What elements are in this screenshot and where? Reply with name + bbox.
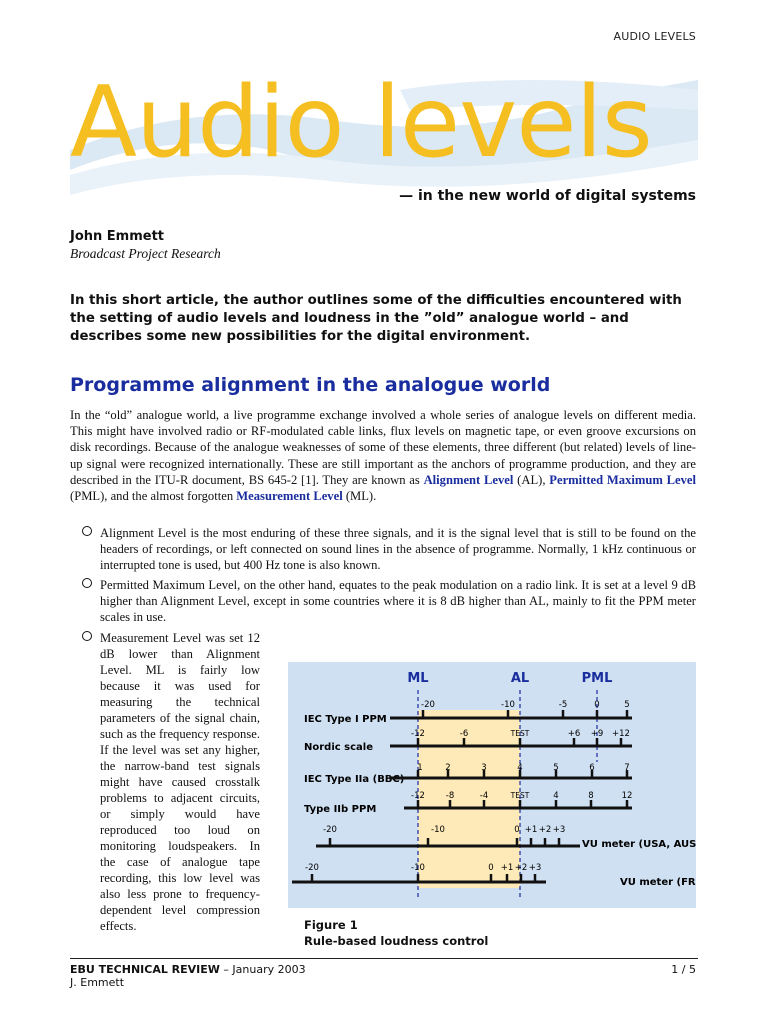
- tick-label: TEST: [510, 729, 530, 738]
- article-title: Audio levels: [70, 66, 652, 180]
- tick-label: +3: [528, 863, 542, 873]
- paragraph-text: (PML), and the almost forgotten: [70, 489, 237, 504]
- figure-caption: Rule-based loudness control: [304, 934, 489, 948]
- tick-label: -6: [459, 729, 469, 739]
- paragraph-text: In the “old” analogue world, a live programme exchange involved a whole series of analogue levels on different media. This might have involved radio or RF-modulated cable links, flux levels on magnetic tape, or even groove excursions on disk recordings. Because of the analogue weaknesses of some of these elements, three different (but related) levels of line-up signal were recognized internationally. These are still important as the anchors of programme production, and they are described in the ITU-R document, BS 645-2 [1]. They are known as: [70, 408, 696, 487]
- scale-label: IEC Type IIa (BBC): [304, 774, 405, 785]
- page-number: 1 / 5: [671, 963, 696, 976]
- tick-label: 2: [445, 763, 451, 773]
- meter-scales-diagram: [288, 662, 696, 908]
- publication-name: EBU TECHNICAL REVIEW: [70, 963, 220, 976]
- link-alignment-level[interactable]: Alignment Level: [423, 472, 514, 487]
- scale-label: VU meter (USA, AUS): [582, 839, 696, 850]
- bullet-item: [82, 577, 696, 625]
- footer-publication: [70, 963, 306, 976]
- bullet-item: [82, 525, 696, 573]
- marker-pml: PML: [581, 671, 613, 686]
- paragraph-text: (AL),: [513, 472, 550, 487]
- tick-label: 1: [417, 763, 423, 773]
- scale-label: VU meter (FR): [620, 877, 696, 888]
- ml-al-band: [418, 710, 523, 888]
- tick-label: 6: [589, 763, 595, 773]
- body-paragraph: [70, 407, 696, 504]
- tick-label: 5: [624, 700, 630, 710]
- tick-label: +6: [567, 729, 581, 739]
- author-name: John Emmett: [70, 229, 165, 244]
- running-header: AUDIO LEVELS: [613, 30, 696, 43]
- tick-label: 4: [553, 791, 559, 801]
- tick-label: -5: [558, 700, 568, 710]
- scale-label: Nordic scale: [304, 742, 374, 753]
- tick-label: -12: [411, 729, 425, 739]
- marker-al: AL: [510, 671, 530, 686]
- tick-label: +1: [524, 825, 538, 835]
- tick-label: -20: [305, 863, 319, 873]
- tick-label: 0: [488, 863, 494, 873]
- tick-label: 8: [588, 791, 594, 801]
- tick-label: 5: [553, 763, 559, 773]
- tick-label: TEST: [510, 791, 530, 800]
- tick-label: -20: [421, 700, 435, 710]
- footer-author: J. Emmett: [70, 976, 125, 989]
- paragraph-text: (ML).: [342, 489, 377, 504]
- bullet-text: Permitted Maximum Level, on the other hand, equates to the peak modulation on a radio link. It is set at a level 9 dB higher than Alignment Level, except in some countries where it is 8 dB higher than AL, mainly to fit the PPM meter scales in use.: [100, 578, 696, 624]
- tick-label: -8: [445, 791, 455, 801]
- tick-label: -10: [411, 863, 425, 873]
- circle-bullet-icon: [82, 578, 92, 588]
- link-measurement-level[interactable]: Measurement Level: [236, 489, 343, 504]
- footer-divider: [70, 958, 698, 959]
- tick-label: -4: [479, 791, 489, 801]
- article-subtitle: — in the new world of digital systems: [399, 188, 696, 204]
- figure-number: Figure 1: [304, 918, 358, 932]
- scale-label: IEC Type I PPM: [304, 714, 387, 725]
- bullet-text: Measurement Level was set 12 dB lower than Alignment Level. ML is fairly low because it was used for measuring the technical parameters of the signal chain, such as the frequency response. If the level was set any higher, the narrow-band test signals might have caused crosstalk problems to adjacent circuits, or simply would have reproduced too loud on monitoring loudspeakers. In the case of analogue tape recording, this low level was also less prone to frequency-dependent level compression effects.: [100, 631, 260, 933]
- tick-label: +2: [514, 863, 528, 873]
- tick-label: 7: [624, 763, 630, 773]
- circle-bullet-icon: [82, 526, 92, 536]
- tick-label: +3: [552, 825, 566, 835]
- tick-label: 12: [621, 791, 633, 801]
- figure-1: [288, 662, 696, 908]
- scale-ticks: [421, 700, 630, 710]
- tick-label: -12: [411, 791, 425, 801]
- tick-label: -10: [431, 825, 445, 835]
- marker-ml: ML: [407, 671, 429, 686]
- tick-label: +9: [590, 729, 604, 739]
- tick-label: 0: [594, 700, 600, 710]
- link-permitted-maximum-level[interactable]: Permitted Maximum Level: [549, 472, 697, 487]
- circle-bullet-icon: [82, 631, 92, 641]
- tick-label: -20: [323, 825, 337, 835]
- tick-label: +12: [612, 729, 630, 739]
- section-heading: Programme alignment in the analogue world: [70, 374, 551, 396]
- tick-label: 3: [481, 763, 487, 773]
- author-affiliation: Broadcast Project Research: [70, 246, 221, 261]
- tick-label: 0: [514, 825, 520, 835]
- tick-label: +1: [500, 863, 514, 873]
- tick-label: +2: [538, 825, 552, 835]
- tick-label: -10: [501, 700, 515, 710]
- bullet-item: [82, 630, 262, 950]
- scale-label: Type IIb PPM: [304, 804, 377, 815]
- bullet-text: Alignment Level is the most enduring of these three signals, and it is the signal level that is still to be found on the headers of recordings, or left connected on sound lines in the absence of programme. Normally, 1 kHz continuous or interrupted tone is used, but 400 Hz tone is also known.: [100, 526, 696, 572]
- tick-label: 4: [517, 763, 523, 773]
- publication-date: – January 2003: [223, 963, 306, 976]
- abstract: In this short article, the author outlines some of the difficulties encountered with the setting of audio levels and loudness in the ”old” analogue world – and describes some new possibilities for the digital environment.: [70, 293, 682, 344]
